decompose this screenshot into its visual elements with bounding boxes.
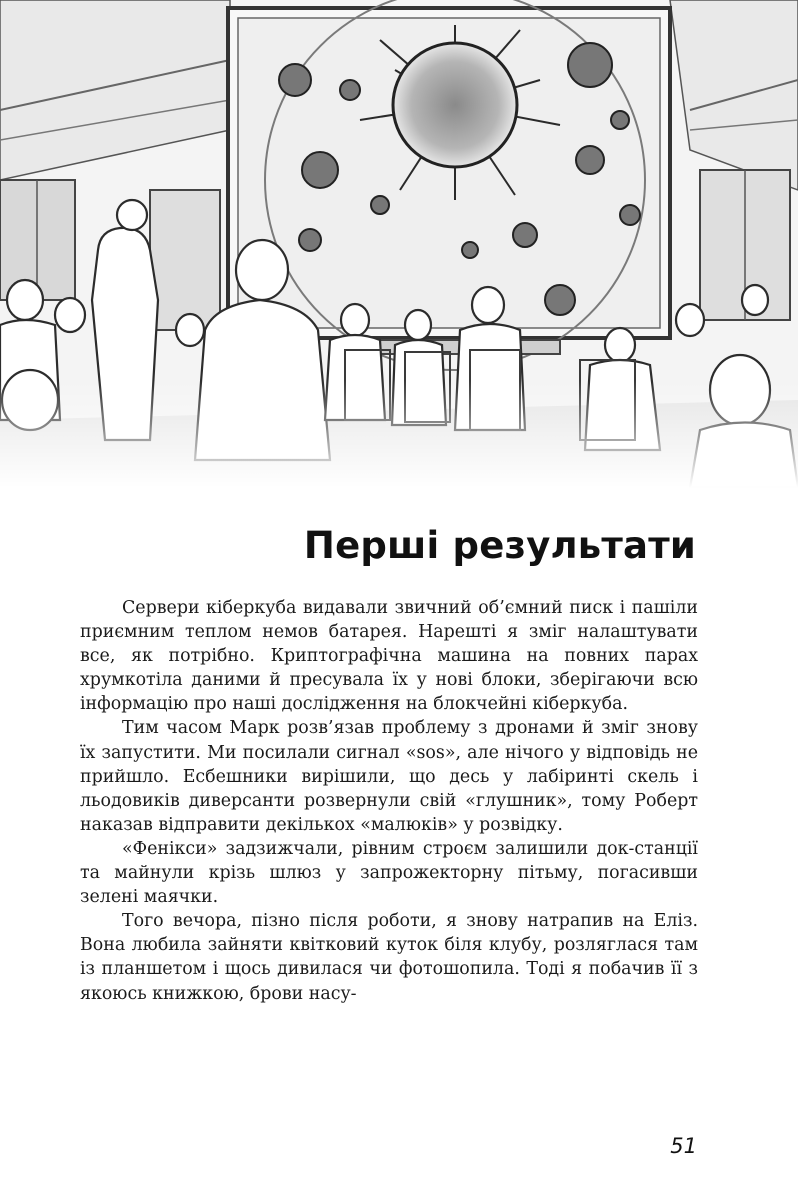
paragraph: Тим часом Марк розв’язав проблему з дронами й зміг знову їх запустити. Ми посилали сигнал «sos», але нічого у відповідь не прийшло. Есбешники вирішили, що десь у лабіринті скель і льодовиків диверсанти розвернули свій «глушник», тому Роберт наказав відправити декількох «малюків» у розвідку. [80, 718, 698, 835]
paragraph: Сервери кіберкуба видавали звичний об’ємний писк і пашіли приємним теплом немов батарея. Нарешті я зміг налаштувати все, як потрібно. Криптографічна машина на повних парах хрумкотіла даними й пресувала їх у нові блоки, зберігаючи всю інформацію про наші дослідження на блокчейні кіберкуба. [80, 598, 698, 715]
chapter-illustration [0, 0, 798, 488]
paragraph: «Фенікси» задзижчали, рівним строєм залишили док-станції та майнули крізь шлюз у запрожекторну пітьму, погасивши зелені маячки. [80, 838, 698, 908]
paragraph: Того вечора, пізно після роботи, я знову натрапив на Еліз. Вона любила зайняти квітковий куток біля клубу, розляглася там із планшетом і щось дивилася чи фотошопила. Тоді я побачив її з якоюсь книжкою, брови насу- [80, 911, 698, 1004]
body-text [80, 596, 698, 1006]
page-number: 51 [670, 1134, 697, 1158]
chapter-title: Перші результати [303, 524, 696, 567]
